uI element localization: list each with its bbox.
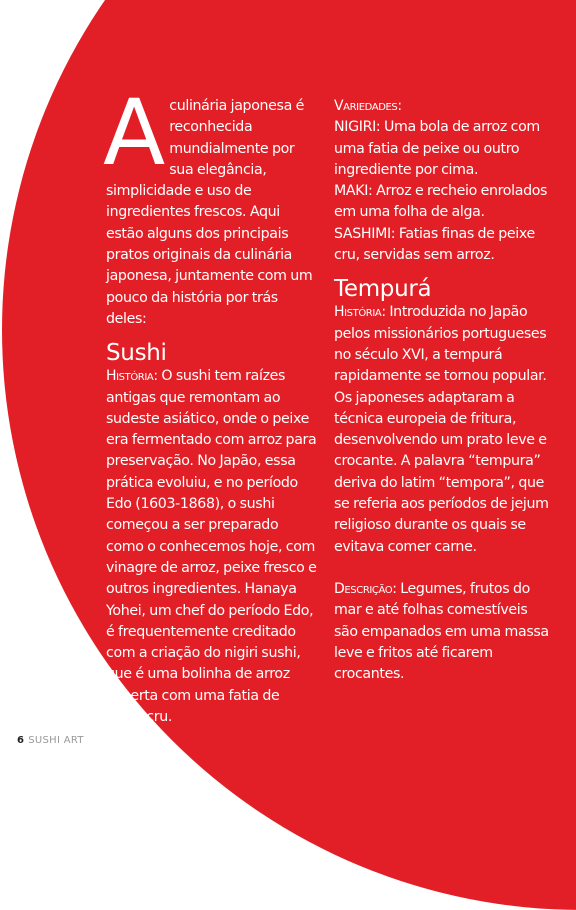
tempura-heading: Tempurá (334, 276, 432, 303)
drop-cap: A (103, 81, 166, 186)
sushi-heading: Sushi (106, 340, 167, 367)
right-column (334, 96, 552, 685)
variety-sashimi: SASHIMI: Fatias finas de peixe cru, servidas sem arroz. (334, 225, 535, 264)
page-number: 6 (17, 735, 25, 746)
tempura-description-text: Legumes, frutos do mar e até folhas comestíveis são empanados em uma massa leve e fritos até ficarem crocantes. (334, 580, 549, 683)
intro-text: culinária japonesa é reconhecida mundialmente por sua elegância, simplicidade e uso de ingredientes frescos. Aqui estão alguns dos principais pratos originais da culinária japonesa, juntamente com um pouco da história por trás deles: (106, 98, 313, 327)
page-footer (17, 735, 84, 746)
sushi-history-label: História: (106, 368, 158, 385)
magazine-name: SUSHI ART (28, 735, 84, 746)
tempura-history-label: História: (334, 304, 386, 321)
paragraph-spacer (334, 558, 552, 579)
tempura-history-text: Introduzida no Japão pelos missionários portugueses no século XVI, a tempurá rapidamente se tornou popular. Os japoneses adaptaram a técnica europeia de fritura, desenvolvendo um prato leve e crocante. A palavra “tempura” deriva do latim “tempora”, que se referia aos períodos de jejum religioso durante os quais se evitava comer carne. (334, 304, 549, 555)
tempura-description-label: Descrição: (334, 580, 397, 597)
tempura-description (334, 579, 552, 685)
intro-paragraph (103, 81, 318, 330)
tempura-history (334, 302, 552, 558)
varieties-label: Variedades: (334, 98, 402, 114)
variety-maki: MAKI: Arroz e recheio enrolados em uma folha de alga. (334, 183, 548, 221)
sushi-history-text: O sushi tem raízes antigas que remontam ao sudeste asiático, onde o peixe era fermentado com arroz para preservação. No Japão, essa prática evoluiu, e no período Edo (1603-1868), o sushi começou a ser preparado como o conhecemos hoje, com vinagre de arroz, peixe fresco e outros ingredientes. Hanaya Yohei, um chef do período Edo, é frequentemente creditado com a criação do nigiri sushi, que é uma bolinha de arroz coberta com uma fatia de peixe cru. (106, 368, 317, 726)
left-column (103, 81, 318, 728)
variety-nigiri: NIGIRI: Uma bola de arroz com uma fatia de peixe ou outro ingrediente por cima. (334, 119, 540, 178)
sushi-history (106, 366, 318, 728)
